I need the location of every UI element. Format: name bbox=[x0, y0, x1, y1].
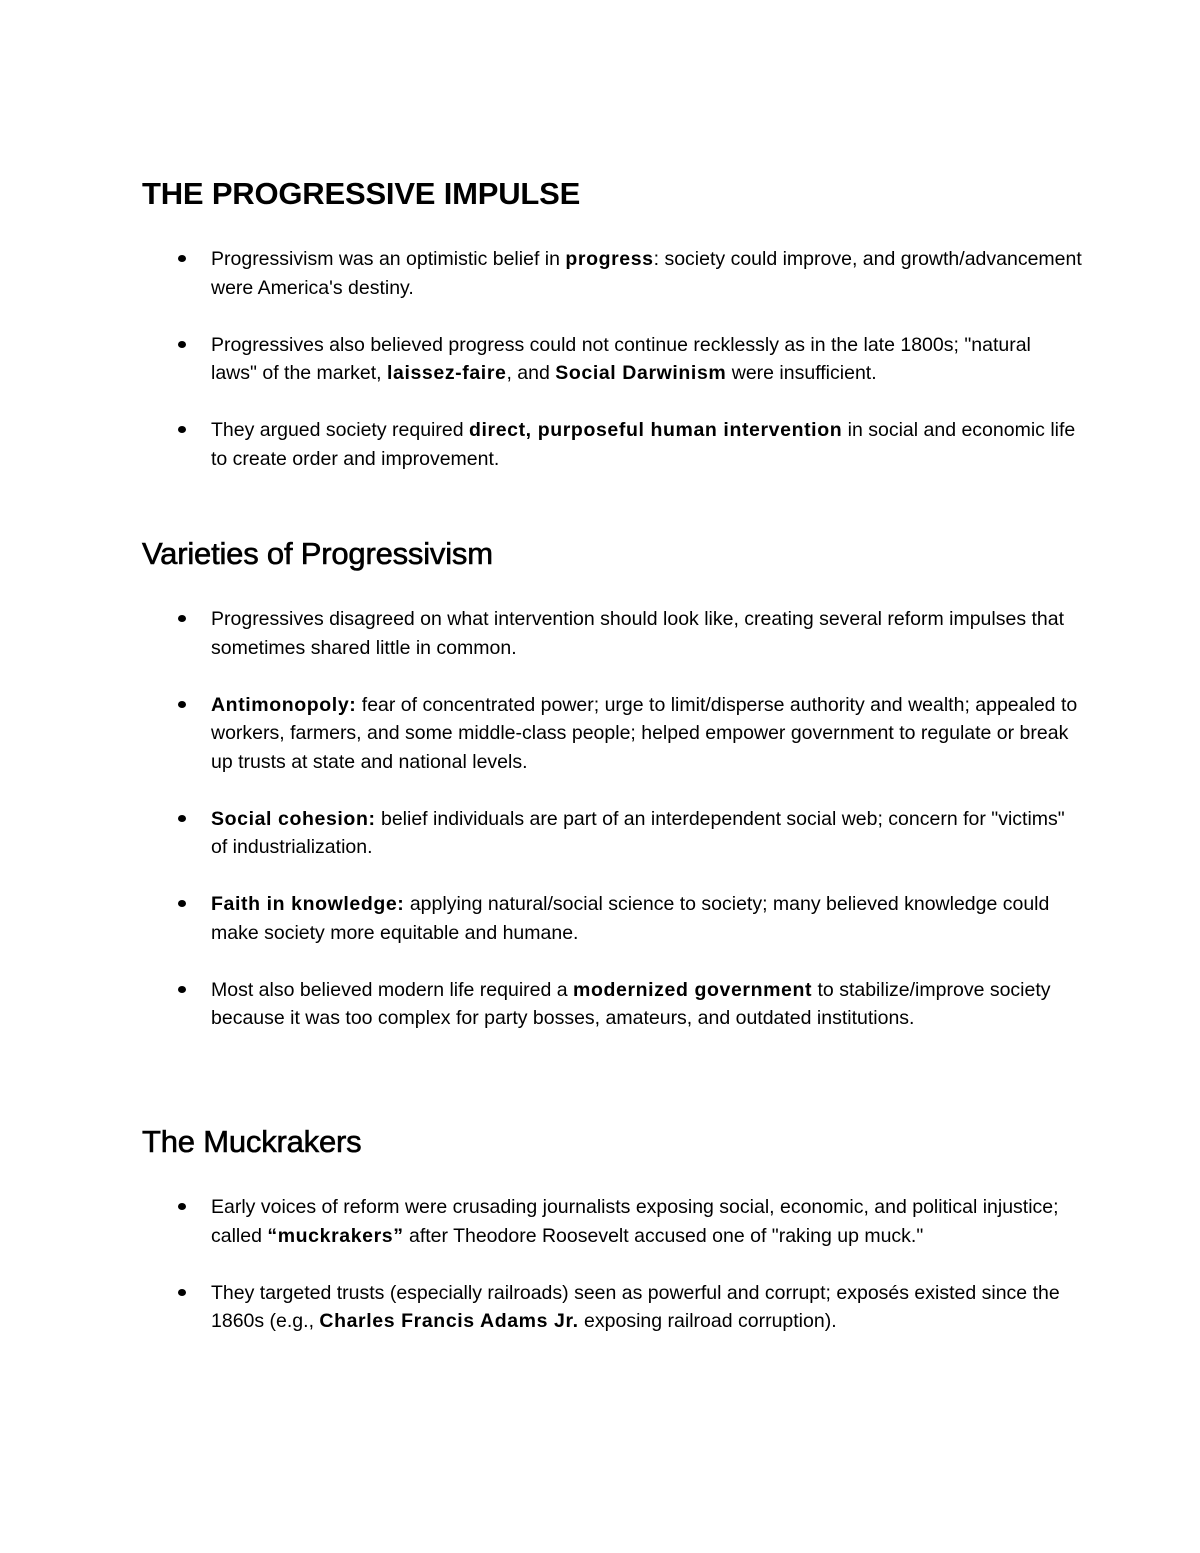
text-run: , and bbox=[506, 362, 556, 384]
list-item-text bbox=[211, 890, 1082, 947]
text-run: belief individuals are part of an interdependent social web; concern for "victims" of industrialization. bbox=[211, 807, 1065, 858]
text-run: Progressives disagreed on what intervention should look like, creating several reform impulses that sometimes shared little in common. bbox=[211, 608, 1065, 659]
text-run: were insufficient. bbox=[726, 362, 877, 384]
list-item bbox=[142, 691, 1082, 777]
text-run: Progressives also believed progress could not continue recklessly as in the late 1800s; "natural laws" of the market, bbox=[211, 333, 1031, 384]
list-item bbox=[142, 1193, 1082, 1250]
list-item-text bbox=[211, 605, 1082, 662]
list-item-text bbox=[211, 691, 1082, 777]
list-item-text bbox=[211, 1279, 1082, 1336]
text-run: They argued society required bbox=[211, 419, 469, 441]
list-item bbox=[142, 805, 1082, 862]
list-item-text bbox=[211, 976, 1082, 1033]
bold-term: Social cohesion: bbox=[211, 807, 376, 830]
text-run: They targeted trusts (especially railroads) seen as powerful and corrupt; exposés existed since the 1860s (e.g., bbox=[211, 1281, 1060, 1332]
bold-term: laissez-faire bbox=[387, 362, 507, 384]
text-run: applying natural/social science to society; many believed knowledge could make society more equitable and humane. bbox=[211, 893, 1050, 944]
text-run: in social and economic life to create order and improvement. bbox=[211, 419, 1076, 470]
list-item bbox=[142, 245, 1082, 302]
list-item bbox=[142, 605, 1082, 662]
text-run: Most also believed modern life required a bbox=[211, 978, 574, 1001]
section-varieties bbox=[142, 536, 1082, 1061]
section-heading: Varieties of Progressivism bbox=[142, 536, 493, 571]
list-item-text bbox=[211, 1193, 1082, 1250]
list-item bbox=[142, 331, 1082, 388]
bullet-list bbox=[142, 1193, 1082, 1336]
bullet-icon bbox=[178, 815, 186, 822]
text-run: exposing railroad corruption). bbox=[578, 1310, 837, 1332]
list-item-text bbox=[211, 245, 1082, 302]
list-item bbox=[142, 1279, 1082, 1336]
text-run: after Theodore Roosevelt accused one of "raking up muck." bbox=[403, 1224, 924, 1247]
list-item-text bbox=[211, 805, 1082, 862]
list-item-text bbox=[211, 331, 1082, 388]
bold-term: Antimonopoly: bbox=[211, 693, 357, 716]
section-heading: The Muckrakers bbox=[142, 1124, 362, 1159]
section-heading: THE PROGRESSIVE IMPULSE bbox=[142, 176, 581, 211]
list-item-text bbox=[211, 416, 1082, 473]
bullet-icon bbox=[178, 1203, 186, 1210]
bold-term: Social Darwinism bbox=[555, 362, 727, 384]
bullet-icon bbox=[178, 255, 186, 262]
bullet-list bbox=[142, 245, 1082, 473]
bullet-icon bbox=[178, 986, 186, 993]
bold-term: Faith in knowledge: bbox=[211, 893, 405, 915]
bold-term: “muckrakers” bbox=[267, 1224, 404, 1247]
text-run: to stabilize/improve society because it was too complex for party bosses, amateurs, and outdated institutions. bbox=[211, 978, 1051, 1029]
text-run: Progressivism was an optimistic belief in bbox=[211, 248, 566, 270]
bullet-icon bbox=[178, 615, 186, 622]
bold-term: Charles Francis Adams Jr. bbox=[319, 1310, 579, 1332]
bullet-icon bbox=[178, 900, 186, 907]
text-run: fear of concentrated power; urge to limit/disperse authority and wealth; appealed to workers, farmers, and some middle-class people; helped empower government to regulate or break up trusts at state and national levels. bbox=[211, 693, 1078, 773]
text-run: : society could improve, and growth/advancement were America's destiny. bbox=[211, 248, 1082, 299]
text-run: Early voices of reform were crusading journalists exposing social, economic, and political injustice; called bbox=[211, 1196, 1059, 1247]
bullet-icon bbox=[178, 701, 186, 708]
list-item bbox=[142, 416, 1082, 473]
list-item bbox=[142, 890, 1082, 947]
bullet-icon bbox=[178, 1289, 186, 1296]
bullet-icon bbox=[178, 341, 186, 348]
bullet-icon bbox=[178, 426, 186, 433]
section-muckrakers bbox=[142, 1124, 1082, 1364]
bullet-list bbox=[142, 605, 1082, 1033]
section-progressive-impulse bbox=[142, 176, 1082, 502]
bold-term: direct, purposeful human intervention bbox=[468, 419, 843, 441]
bold-term: progress bbox=[565, 248, 654, 270]
bold-term: modernized government bbox=[573, 978, 813, 1001]
list-item bbox=[142, 976, 1082, 1033]
